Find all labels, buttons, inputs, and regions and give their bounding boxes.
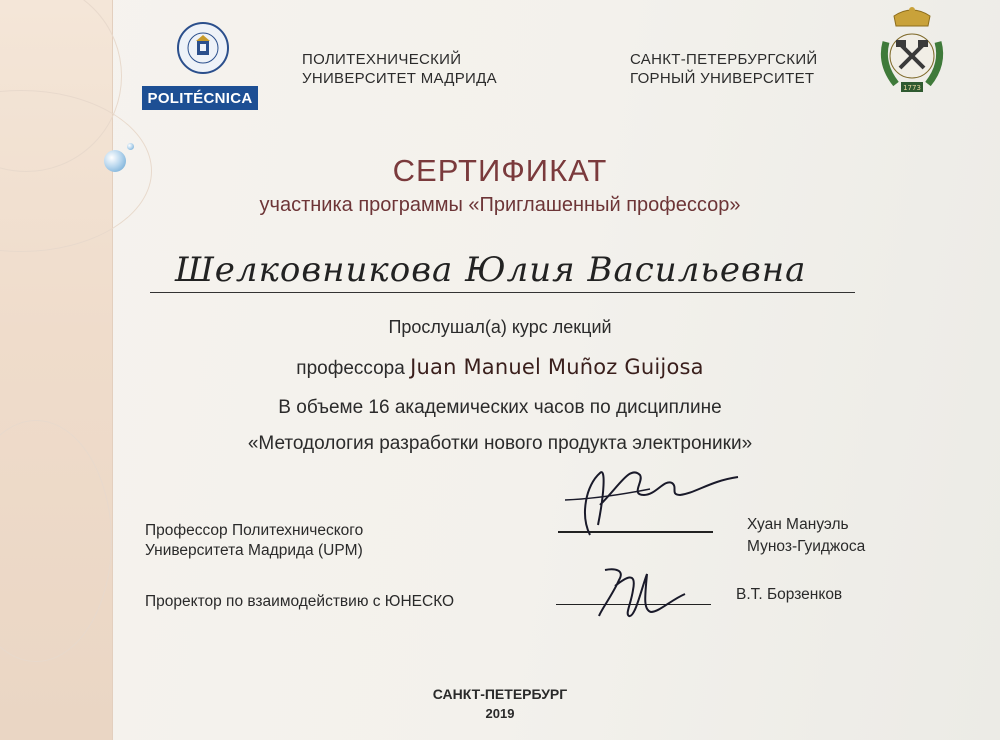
- discipline-line: «Методология разработки нового продукта электроники»: [247, 433, 753, 454]
- right-university-name: [630, 50, 818, 88]
- first-signature: [560, 455, 740, 545]
- professor-line: [0, 355, 1000, 380]
- first-signer-name-line: Муноз-Гуиджоса: [747, 538, 866, 555]
- first-signer-name-line: Хуан Мануэль: [747, 516, 849, 533]
- right-university-line: САНКТ-ПЕТЕРБУРГСКИЙ: [630, 51, 818, 68]
- footer-year: 2019: [485, 706, 515, 721]
- first-signer-role-line: Профессор Политехнического: [145, 522, 364, 539]
- mining-university-emblem-icon: [872, 2, 952, 98]
- second-signer-name: В.Т. Борзенков: [736, 586, 843, 603]
- hours-line: В объеме 16 академических часов по дисциплине: [278, 397, 722, 418]
- second-signer-role: Проректор по взаимодействию с ЮНЕСКО: [145, 593, 455, 610]
- professor-prefix: профессора: [296, 358, 405, 379]
- participant-name: Шелковникова Юлия Васильевна: [175, 250, 807, 290]
- certificate-title: СЕРТИФИКАТ: [392, 153, 608, 188]
- right-university-line: ГОРНЫЙ УНИВЕРСИТЕТ: [630, 70, 815, 87]
- left-university-name: [302, 50, 497, 88]
- footer-city: САНКТ-ПЕТЕРБУРГ: [432, 686, 568, 702]
- left-university-line: ПОЛИТЕХНИЧЕСКИЙ: [302, 51, 462, 68]
- first-signer-role-line: Университета Мадрида (UPM): [145, 542, 363, 559]
- certificate-subtitle: участника программы «Приглашенный профессор»: [259, 194, 741, 216]
- course-line: Прослушал(а) курс лекций: [388, 317, 612, 337]
- second-signature: [585, 560, 695, 620]
- decorative-bubble: [127, 143, 134, 150]
- first-signer-name: [747, 514, 865, 558]
- name-underline: [150, 292, 855, 293]
- svg-text:1773: 1773: [903, 84, 921, 92]
- professor-name: Juan Manuel Muñoz Guijosa: [410, 355, 704, 379]
- first-signer-role: [145, 521, 363, 561]
- upm-logo: [142, 22, 258, 110]
- left-university-line: УНИВЕРСИТЕТ МАДРИДА: [302, 70, 497, 87]
- upm-wordmark: POLITÉCNICA: [142, 86, 258, 110]
- upm-seal-icon: [177, 22, 229, 74]
